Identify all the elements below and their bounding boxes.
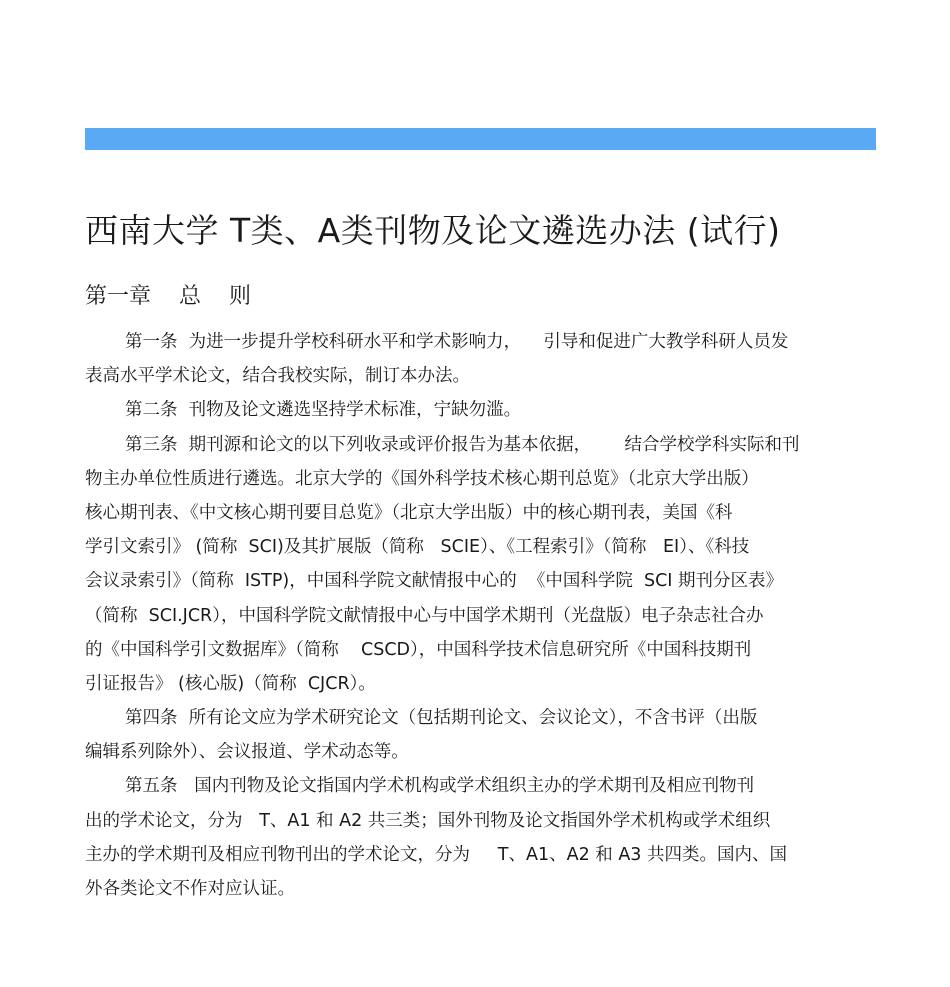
article-5-line-3: 主办的学术期刊及相应刊物刊出的学术论文，分为 T、A1、A2 和 A3 共四类。国内、国	[85, 844, 788, 865]
header-bar	[85, 128, 876, 150]
article-3-line-3: 核心期刊表、《中文核心期刊要目总览》（北京大学出版）中的核心期刊表，美国《科	[85, 502, 733, 523]
article-1-line-2: 表高水平学术论文，结合我校实际，制订本办法。	[85, 366, 470, 387]
article-3-line-8: 引证报告》 (核心版)（简称 CJCR）。	[85, 673, 376, 694]
article-3-line-4: 学引文索引》 (简称 SCI)及其扩展版（简称 SCIE）、《工程索引》（简称 EI）、《科技	[85, 537, 750, 558]
article-1-line-1: 第一条 为进一步提升学校科研水平和学术影响力， 引导和促进广大教学科研人员发	[125, 332, 789, 352]
article-3-line-6: （简称 SCI.JCR），中国科学院文献情报中心与中国学术期刊（光盘版）电子杂志社合办	[85, 605, 764, 626]
article-5-line-4: 外各类论文不作对应认证。	[85, 879, 295, 899]
document-title: 西南大学 T类、A类刊物及论文遴选办法 (试行)	[85, 211, 781, 250]
chapter-heading: 第一章 总 则	[85, 284, 251, 309]
article-3-line-5: 会议录索引》（简称 ISTP)，中国科学院文献情报中心的 《中国科学院 SCI 期刊分区表》	[85, 571, 784, 592]
article-4-line-1: 第四条 所有论文应为学术研究论文（包括期刊论文、会议论文），不含书评（出版	[125, 708, 758, 729]
article-4-line-2: 编辑系列除外）、会议报道、学术动态等。	[85, 742, 409, 763]
article-3-line-2: 物主办单位性质进行遴选。北京大学的《国外科学技术核心期刊总览》（北京大学出版）	[85, 468, 759, 489]
article-2-line-1: 第二条 刊物及论文遴选坚持学术标准，宁缺勿滥。	[125, 400, 522, 421]
article-3-line-7: 的《中国科学引文数据库》（简称 CSCD），中国科学技术信息研究所《中国科技期刊	[85, 639, 752, 660]
article-5-line-2: 出的学术论文，分为 T、A1 和 A2 共三类；国外刊物及论文指国外学术机构或学术组织	[85, 810, 771, 831]
article-3-line-1: 第三条 期刊源和论文的以下列收录或评价报告为基本依据， 结合学校学科实际和刊	[125, 434, 800, 455]
document-body	[85, 325, 885, 906]
article-5-line-1: 第五条 国内刊物及论文指国内学术机构或学术组织主办的学术期刊及相应刊物刊	[125, 776, 755, 797]
